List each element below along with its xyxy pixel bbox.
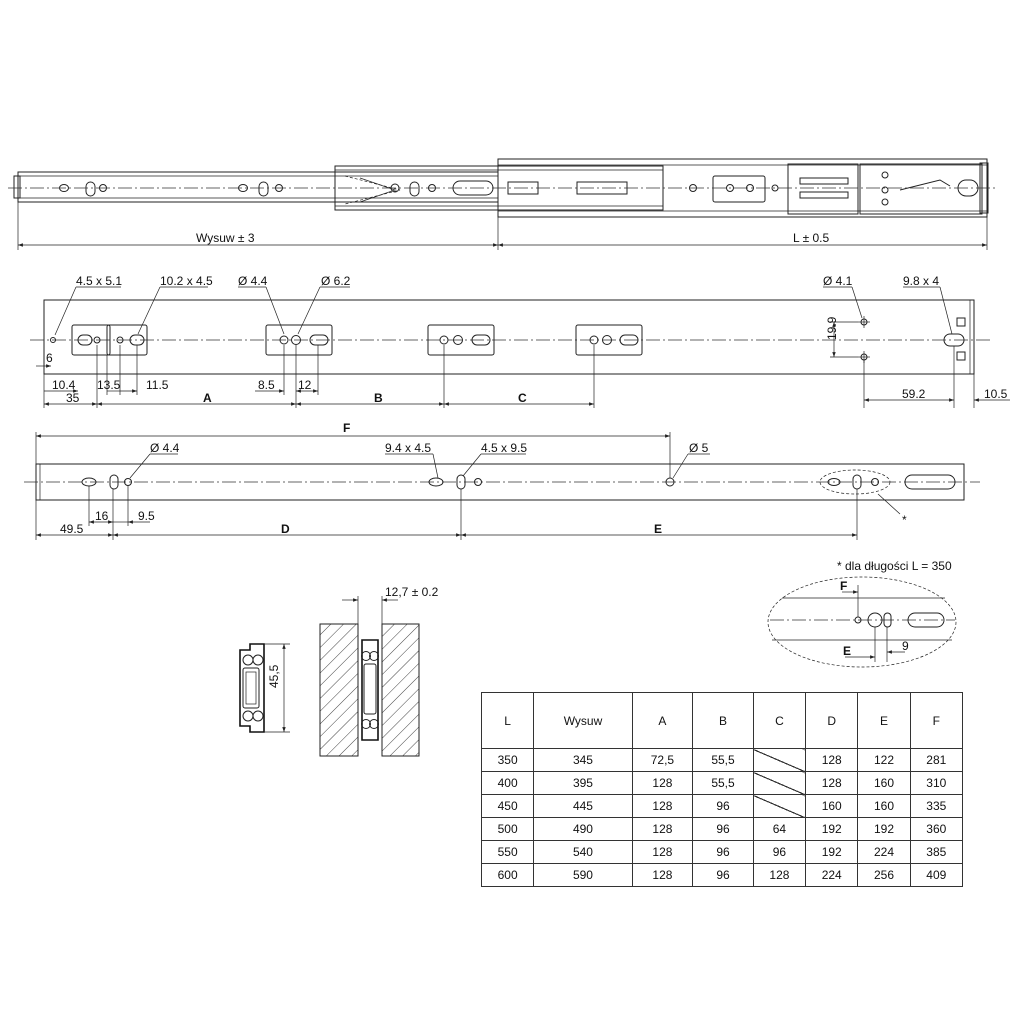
table-cell: 192 <box>806 841 858 864</box>
table-cell: 72,5 <box>632 749 693 772</box>
table-cell-empty <box>753 749 805 772</box>
table-row <box>482 772 963 795</box>
table-cell: 128 <box>753 864 805 887</box>
table-cell: 224 <box>858 841 910 864</box>
table-row <box>482 864 963 887</box>
table-cell: 128 <box>806 772 858 795</box>
table-row <box>482 818 963 841</box>
label-4-5x5-1: 4.5 x 5.1 <box>76 274 123 288</box>
table-cell: 450 <box>482 795 534 818</box>
dim-E: E <box>654 522 663 536</box>
table-cell: 192 <box>858 818 910 841</box>
detail-dim-9: 9 <box>902 639 909 653</box>
asterisk-marker: * <box>902 513 907 527</box>
table-cell: 490 <box>534 818 632 841</box>
table-cell: 96 <box>693 795 754 818</box>
table-cell: 445 <box>534 795 632 818</box>
header-C: C <box>753 693 805 749</box>
gap-12-7: 12,7 ± 0.2 <box>385 585 439 599</box>
table-cell: 128 <box>632 772 693 795</box>
dim-12: 12 <box>298 378 312 392</box>
table-cell: 350 <box>482 749 534 772</box>
table-cell: 128 <box>806 749 858 772</box>
table-cell: 55,5 <box>693 749 754 772</box>
dim-13-5: 13.5 <box>97 378 121 392</box>
inner-rail-view <box>24 421 980 540</box>
table-cell: 96 <box>753 841 805 864</box>
dim-D: D <box>281 522 290 536</box>
dim-35: 35 <box>66 391 80 405</box>
dim-9-5: 9.5 <box>138 509 155 523</box>
label-dia-4-1: Ø 4.1 <box>823 274 853 288</box>
table-cell-empty <box>753 772 805 795</box>
table-cell: 128 <box>632 864 693 887</box>
header-wysuw: Wysuw <box>534 693 632 749</box>
table-cell: 590 <box>534 864 632 887</box>
detail-dim-E: E <box>843 644 852 658</box>
label-9-8x4: 9.8 x 4 <box>903 274 940 288</box>
dim-B: B <box>374 391 383 405</box>
table-cell: 256 <box>858 864 910 887</box>
table-cell: 360 <box>910 818 962 841</box>
table-row <box>482 795 963 818</box>
table-cell: 281 <box>910 749 962 772</box>
header-L: L <box>482 693 534 749</box>
table-cell: 310 <box>910 772 962 795</box>
dim-59-2: 59.2 <box>902 387 926 401</box>
label-dia-5: Ø 5 <box>689 441 709 455</box>
table-cell: 540 <box>534 841 632 864</box>
label-4-5x9-5: 4.5 x 9.5 <box>481 441 528 455</box>
dim-16: 16 <box>95 509 109 523</box>
table-cell: 395 <box>534 772 632 795</box>
detail-dim-F: F <box>840 579 848 593</box>
table-cell: 64 <box>753 818 805 841</box>
detail-note: * dla długości L = 350 <box>837 559 952 573</box>
table-cell: 128 <box>632 818 693 841</box>
dim-49-5: 49.5 <box>60 522 84 536</box>
label-9-4x4-5: 9.4 x 4.5 <box>385 441 432 455</box>
table-cell: 192 <box>806 818 858 841</box>
label-10-2x4-5: 10.2 x 4.5 <box>160 274 213 288</box>
table-cell: 224 <box>806 864 858 887</box>
dim-11-5: 11.5 <box>146 378 169 392</box>
slide-extended-view <box>8 159 996 250</box>
outer-rail-view <box>30 274 1010 408</box>
table-cell: 345 <box>534 749 632 772</box>
table-cell: 600 <box>482 864 534 887</box>
table-cell: 55,5 <box>693 772 754 795</box>
wysuw-dimension: Wysuw ± 3 <box>196 231 255 245</box>
length-dimension: L ± 0.5 <box>793 231 830 245</box>
table-cell: 500 <box>482 818 534 841</box>
height-45-5: 45,5 <box>267 664 281 688</box>
detail-view-l350 <box>768 559 956 667</box>
header-E: E <box>858 693 910 749</box>
table-row <box>482 749 963 772</box>
dim-19-9: 19.9 <box>825 316 839 340</box>
table-cell-empty <box>753 795 805 818</box>
dim-6: 6 <box>46 351 53 365</box>
table-cell: 96 <box>693 841 754 864</box>
table-cell: 335 <box>910 795 962 818</box>
table-cell: 400 <box>482 772 534 795</box>
profile-section <box>240 644 290 732</box>
label-dia-4-4-inner: Ø 4.4 <box>150 441 180 455</box>
table-cell: 122 <box>858 749 910 772</box>
table-cell: 96 <box>693 818 754 841</box>
dim-C: C <box>518 391 527 405</box>
dim-10-5: 10.5 <box>984 387 1008 401</box>
table-cell: 128 <box>632 841 693 864</box>
table-cell: 385 <box>910 841 962 864</box>
table-cell: 550 <box>482 841 534 864</box>
installation-section <box>320 585 439 756</box>
dim-A: A <box>203 391 212 405</box>
dim-8-5: 8.5 <box>258 378 275 392</box>
table-row <box>482 841 963 864</box>
table-cell: 160 <box>806 795 858 818</box>
dim-F: F <box>343 421 351 435</box>
header-D: D <box>806 693 858 749</box>
label-dia-6-2: Ø 6.2 <box>321 274 351 288</box>
table-cell: 160 <box>858 772 910 795</box>
header-B: B <box>693 693 754 749</box>
dim-10-4: 10.4 <box>52 378 76 392</box>
table-header-row <box>482 693 963 749</box>
table-cell: 128 <box>632 795 693 818</box>
dimensions-table <box>481 692 963 887</box>
view1-holes <box>60 172 979 205</box>
header-A: A <box>632 693 693 749</box>
table-cell: 160 <box>858 795 910 818</box>
table-cell: 96 <box>693 864 754 887</box>
header-F: F <box>910 693 962 749</box>
table-cell: 409 <box>910 864 962 887</box>
label-dia-4-4: Ø 4.4 <box>238 274 268 288</box>
